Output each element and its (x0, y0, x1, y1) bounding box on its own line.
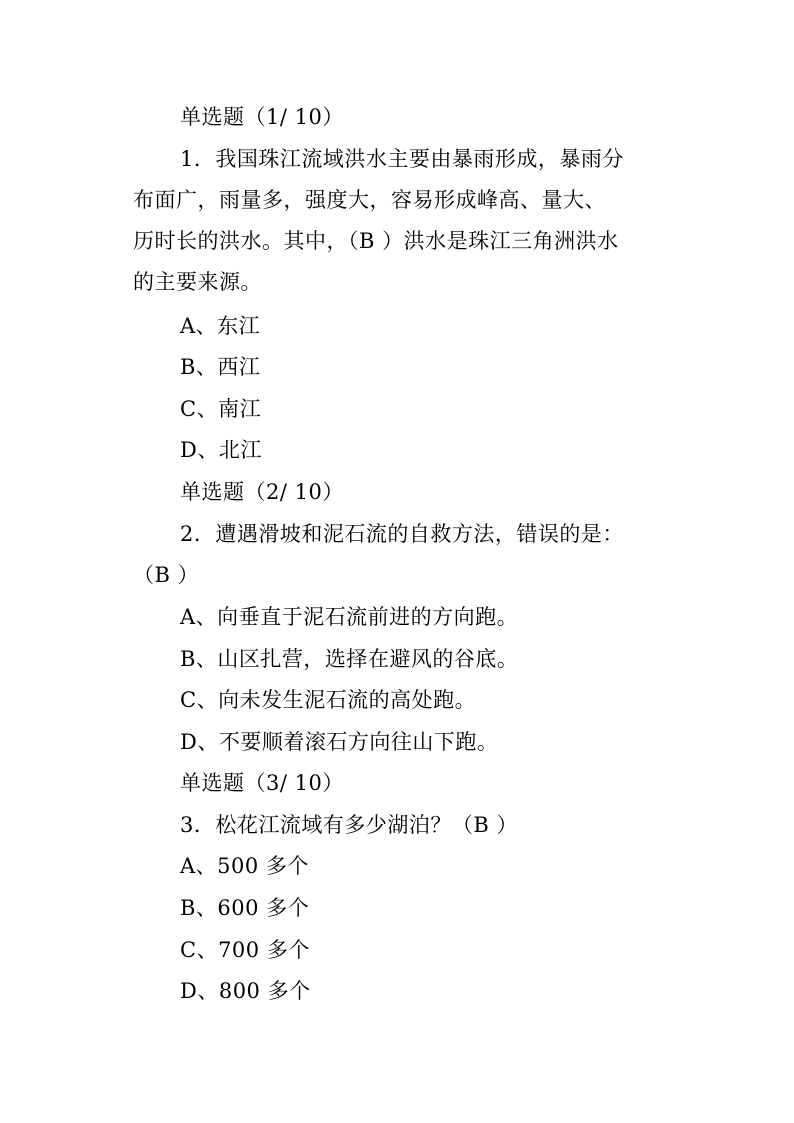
question-3-option-a: A、500 多个 (180, 854, 309, 878)
question-2-header: 单选题（2/ 10） (180, 480, 344, 504)
question-3-stem-line-1: 3．松花江流域有多少湖泊？（B ） (180, 813, 518, 837)
question-3-option-d: D、800 多个 (180, 979, 311, 1003)
question-2-option-d: D、不要顺着滚石方向往山下跑。 (180, 730, 499, 754)
question-1-option-b: B、西江 (180, 355, 261, 379)
question-3-header: 单选题（3/ 10） (180, 771, 344, 795)
question-2-option-b: B、山区扎营，选择在避风的谷底。 (180, 647, 519, 671)
question-1-option-c: C、南江 (180, 397, 262, 421)
question-1-stem-line-2: 布面广，雨量多，强度大，容易形成峰高、量大、 (133, 188, 606, 212)
question-1-header: 单选题（1/ 10） (180, 105, 344, 129)
question-2-stem-line-2: （B ） (133, 563, 200, 587)
question-3-option-c: C、700 多个 (180, 938, 310, 962)
question-1-stem-line-4: 的主要来源。 (133, 270, 262, 294)
question-1-stem-line-1: 1．我国珠江流域洪水主要由暴雨形成，暴雨分 (180, 147, 624, 171)
question-2-option-c: C、向未发生泥石流的高处跑。 (180, 688, 477, 712)
question-2-option-a: A、向垂直于泥石流前进的方向跑。 (180, 605, 519, 629)
question-1-stem-line-3: 历时长的洪水。其中，（B ）洪水是珠江三角洲洪水 (133, 229, 619, 253)
question-2-stem-line-1: 2．遭遇滑坡和泥石流的自救方法，错误的是： (180, 522, 624, 546)
question-3-option-b: B、600 多个 (180, 896, 310, 920)
question-1-option-d: D、北江 (180, 438, 262, 462)
question-1-option-a: A、东江 (180, 314, 261, 338)
